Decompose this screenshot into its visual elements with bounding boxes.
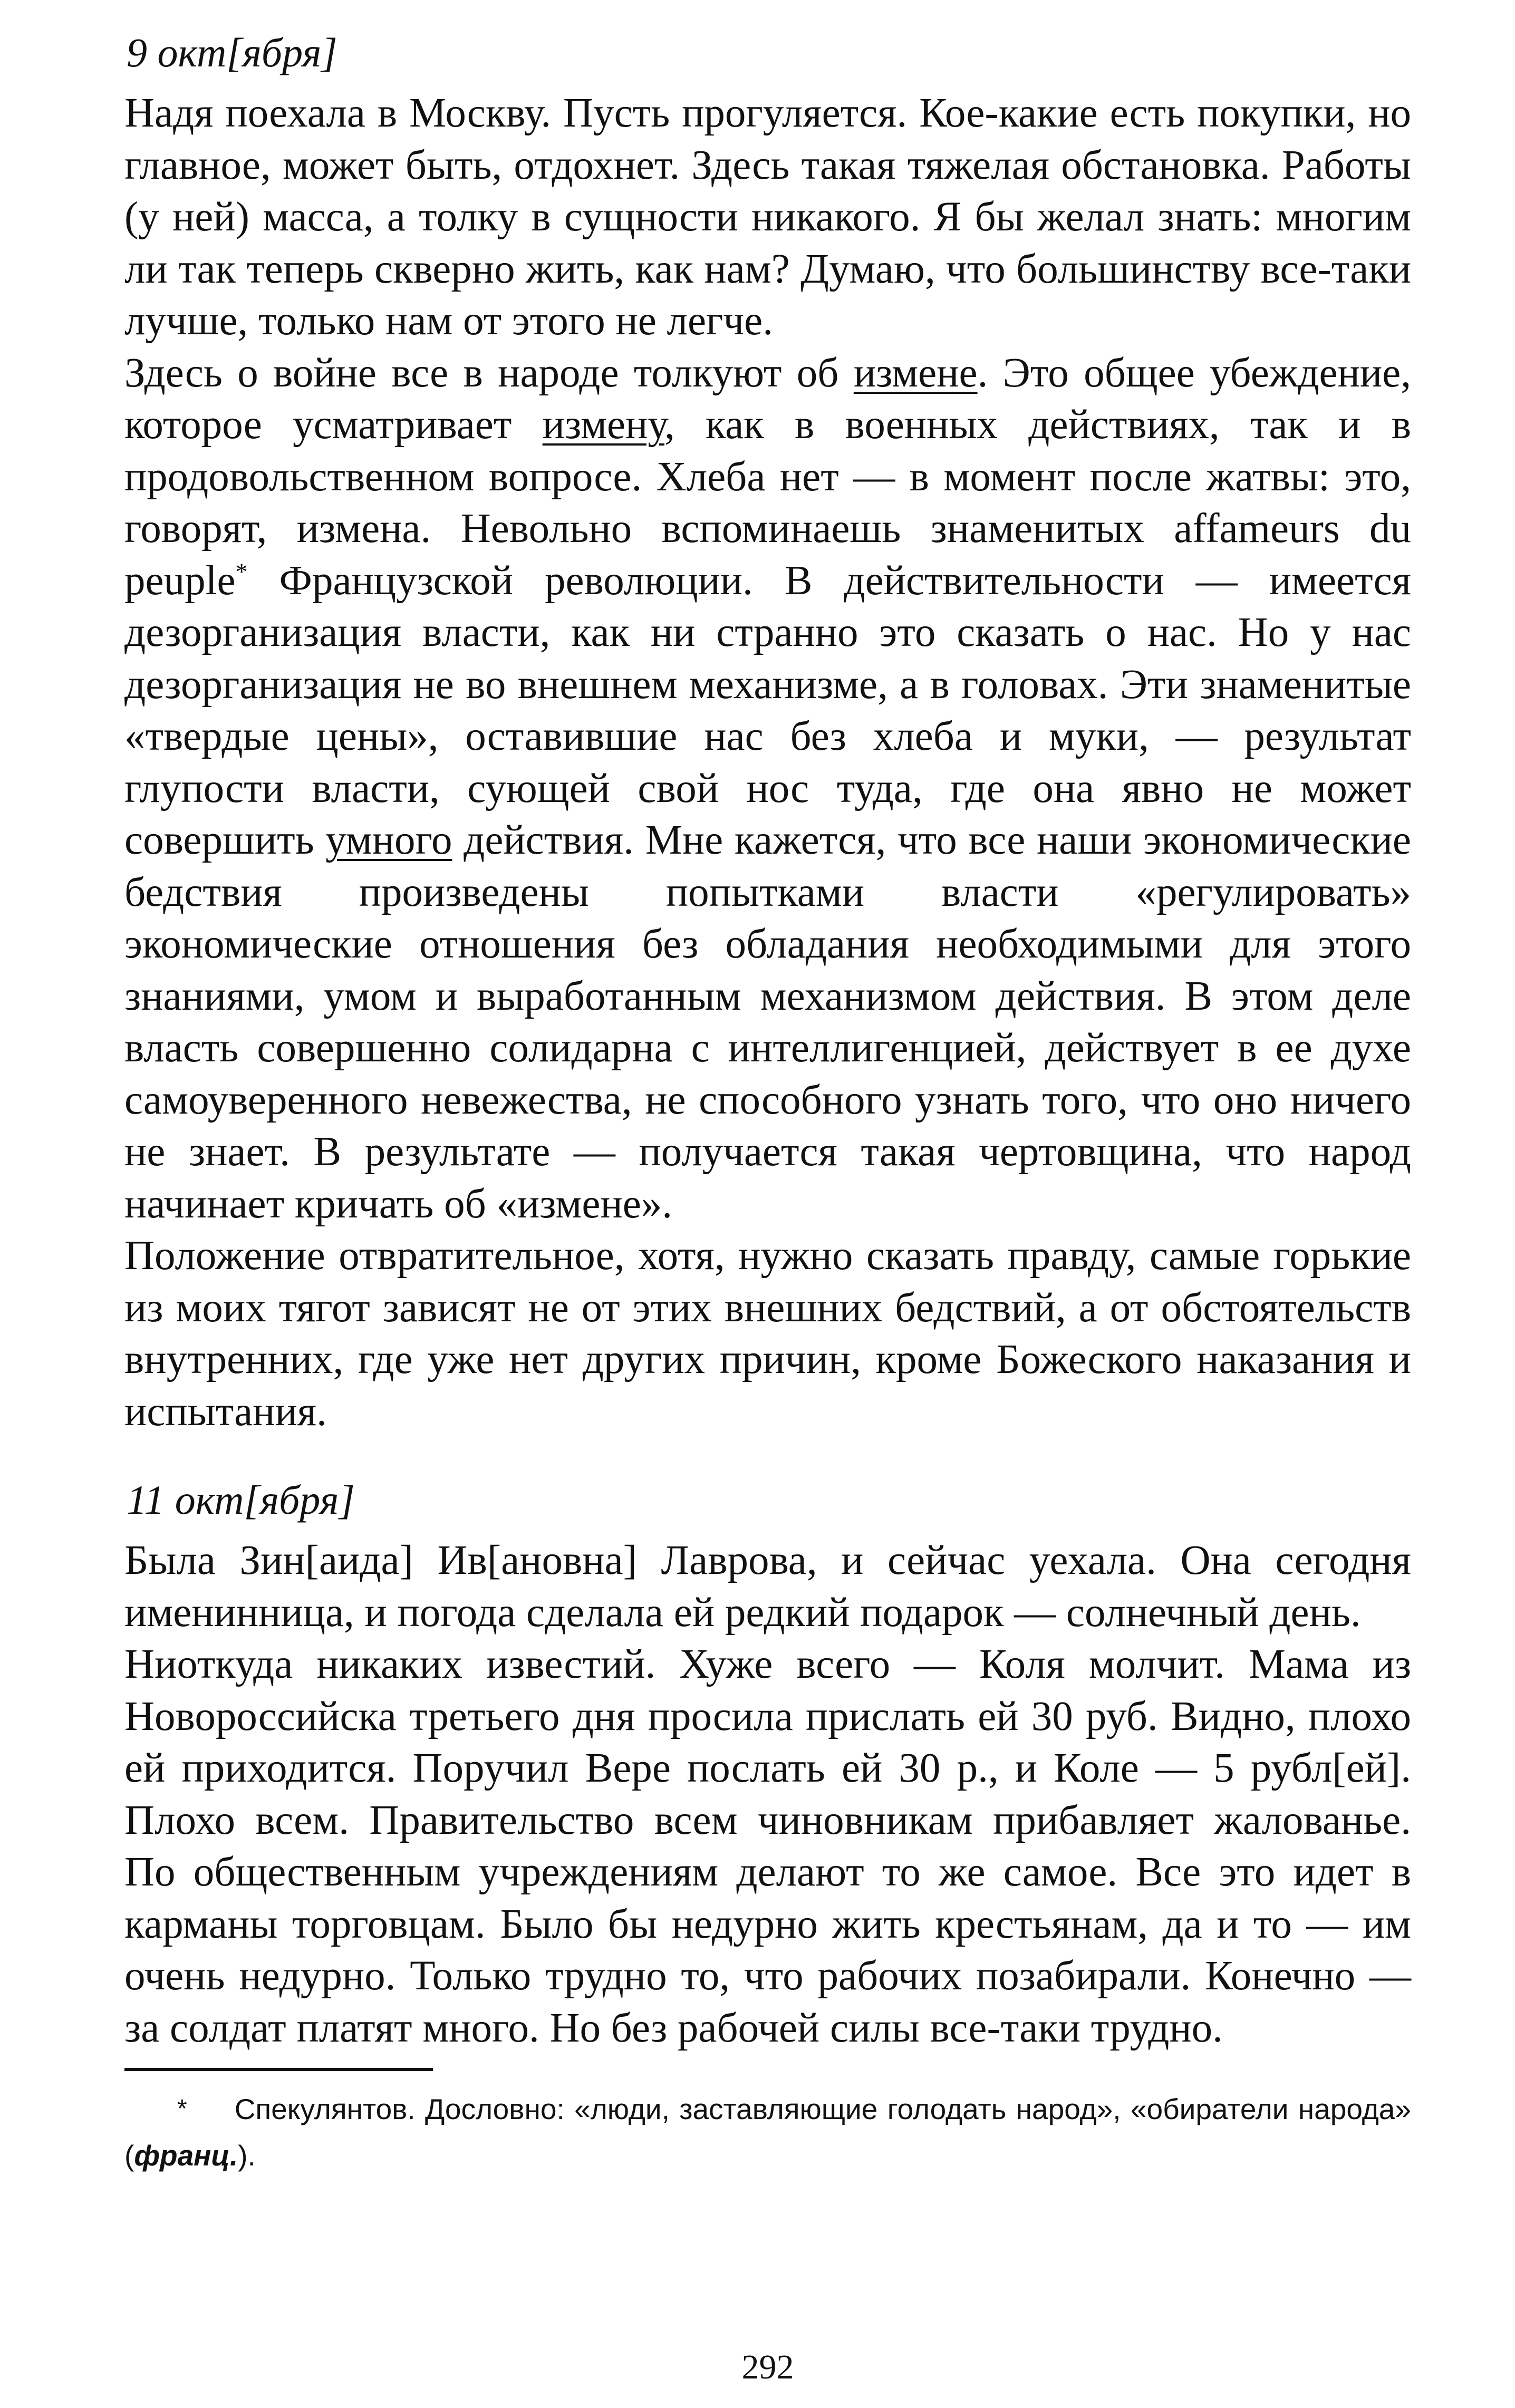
underlined-word: измене [853,350,978,396]
entry-date: 9 окт[ября] [127,30,337,75]
footnote-language: франц. [134,2139,238,2172]
footnote-text: Спекулянтов. Дословно: «люди, заставляющие голодать народ», «обиратели народа» ( [124,2093,1411,2172]
paragraph: Надя поехала в Москву. Пусть прогуляется. Кое-какие есть покупки, но главное, может быть, отдохнет. Здесь такая тяжелая обстановка. Работы (у ней) масса, а толку в сущности никакого. Я бы желал знать: многим ли так теперь скверно жить, как нам? Думаю, что большинству все-таки лучше, только нам от этого не легче. [124,90,1411,344]
text-run: действия. Мне кажется, что все наши экономические бедствия произведены попытками власти «регулировать» экономические отношения без обладания необходимыми для этого знаниями, умом и выработанным механизмом действия. В этом деле власть совершенно солидарна с интеллигенцией, действует в ее духе самоуверенного невежества, не способного узнать того, что оно ничего не знает. В результате — получается такая чертовщина, что народ начинает кричать об «измене». [124,817,1411,1227]
paragraph: Положение отвратительное, хотя, нужно сказать правду, самые горькие из моих тягот зависят не от этих внешних бедствий, а от обстоятельств внутренних, где уже нет других причин, кроме Божеского наказания и испытания. [124,1233,1411,1435]
footnote-end: ). [238,2139,256,2172]
book-page [124,26,1412,2386]
text-run: . Это общее убеждение, которое усматривает [124,350,1411,448]
text-run: Здесь о войне все в народе толкуют об [124,350,854,396]
paragraph: Была Зин[аида] Ив[ановна] Лаврова, и сейчас уехала. Она сегодня именинница, и погода сделала ей редкий подарок — солнечный день. [124,1537,1411,1636]
paragraph [124,347,1411,1231]
paragraph: Ниоткуда никаких известий. Хуже всего — Коля молчит. Мама из Новороссийска третьего дня просила прислать ей 30 руб. Видно, плохо ей приходится. Поручил Вере послать ей 30 р., и Коле — 5 рубл[ей]. Плохо всем. Правительство всем чиновникам прибавляет жалованье. По общественным учреждениям делают то же самое. Все это идет в карманы торговцам. Было бы недурно жить крестьянам, да и то — им очень недурно. Только трудно то, что рабочих позабирали. Конечно — за солдат платят много. Но без рабочей силы все-таки трудно. [124,1641,1411,2051]
footnote [124,2086,1411,2179]
page-number: 292 [741,2348,794,2386]
footnote-ref: * [235,558,248,585]
footnote-mark: * [177,2095,187,2123]
underlined-word: умного [325,817,452,863]
entry-date: 11 окт[ября] [127,1477,355,1523]
text-run: Французской революции. В действительности — имеется дезорганизация власти, как ни странно это сказать о нас. Но у нас дезорганизация не во внешнем механизме, а в головах. Эти знаменитые «твердые цены», оставившие нас без хлеба и муки, — результат глупости власти, сующей свой нос туда, где она явно не может совершить [124,557,1411,863]
underlined-word: измену [542,402,664,448]
footnote-divider [124,2068,433,2071]
text-run: , как в военных действиях, так и в продовольственном вопросе. Хлеба нет — в момент после жатвы: это, говорят, измена. Невольно вспоминаешь знаменитых affameurs du peuple [124,402,1412,604]
